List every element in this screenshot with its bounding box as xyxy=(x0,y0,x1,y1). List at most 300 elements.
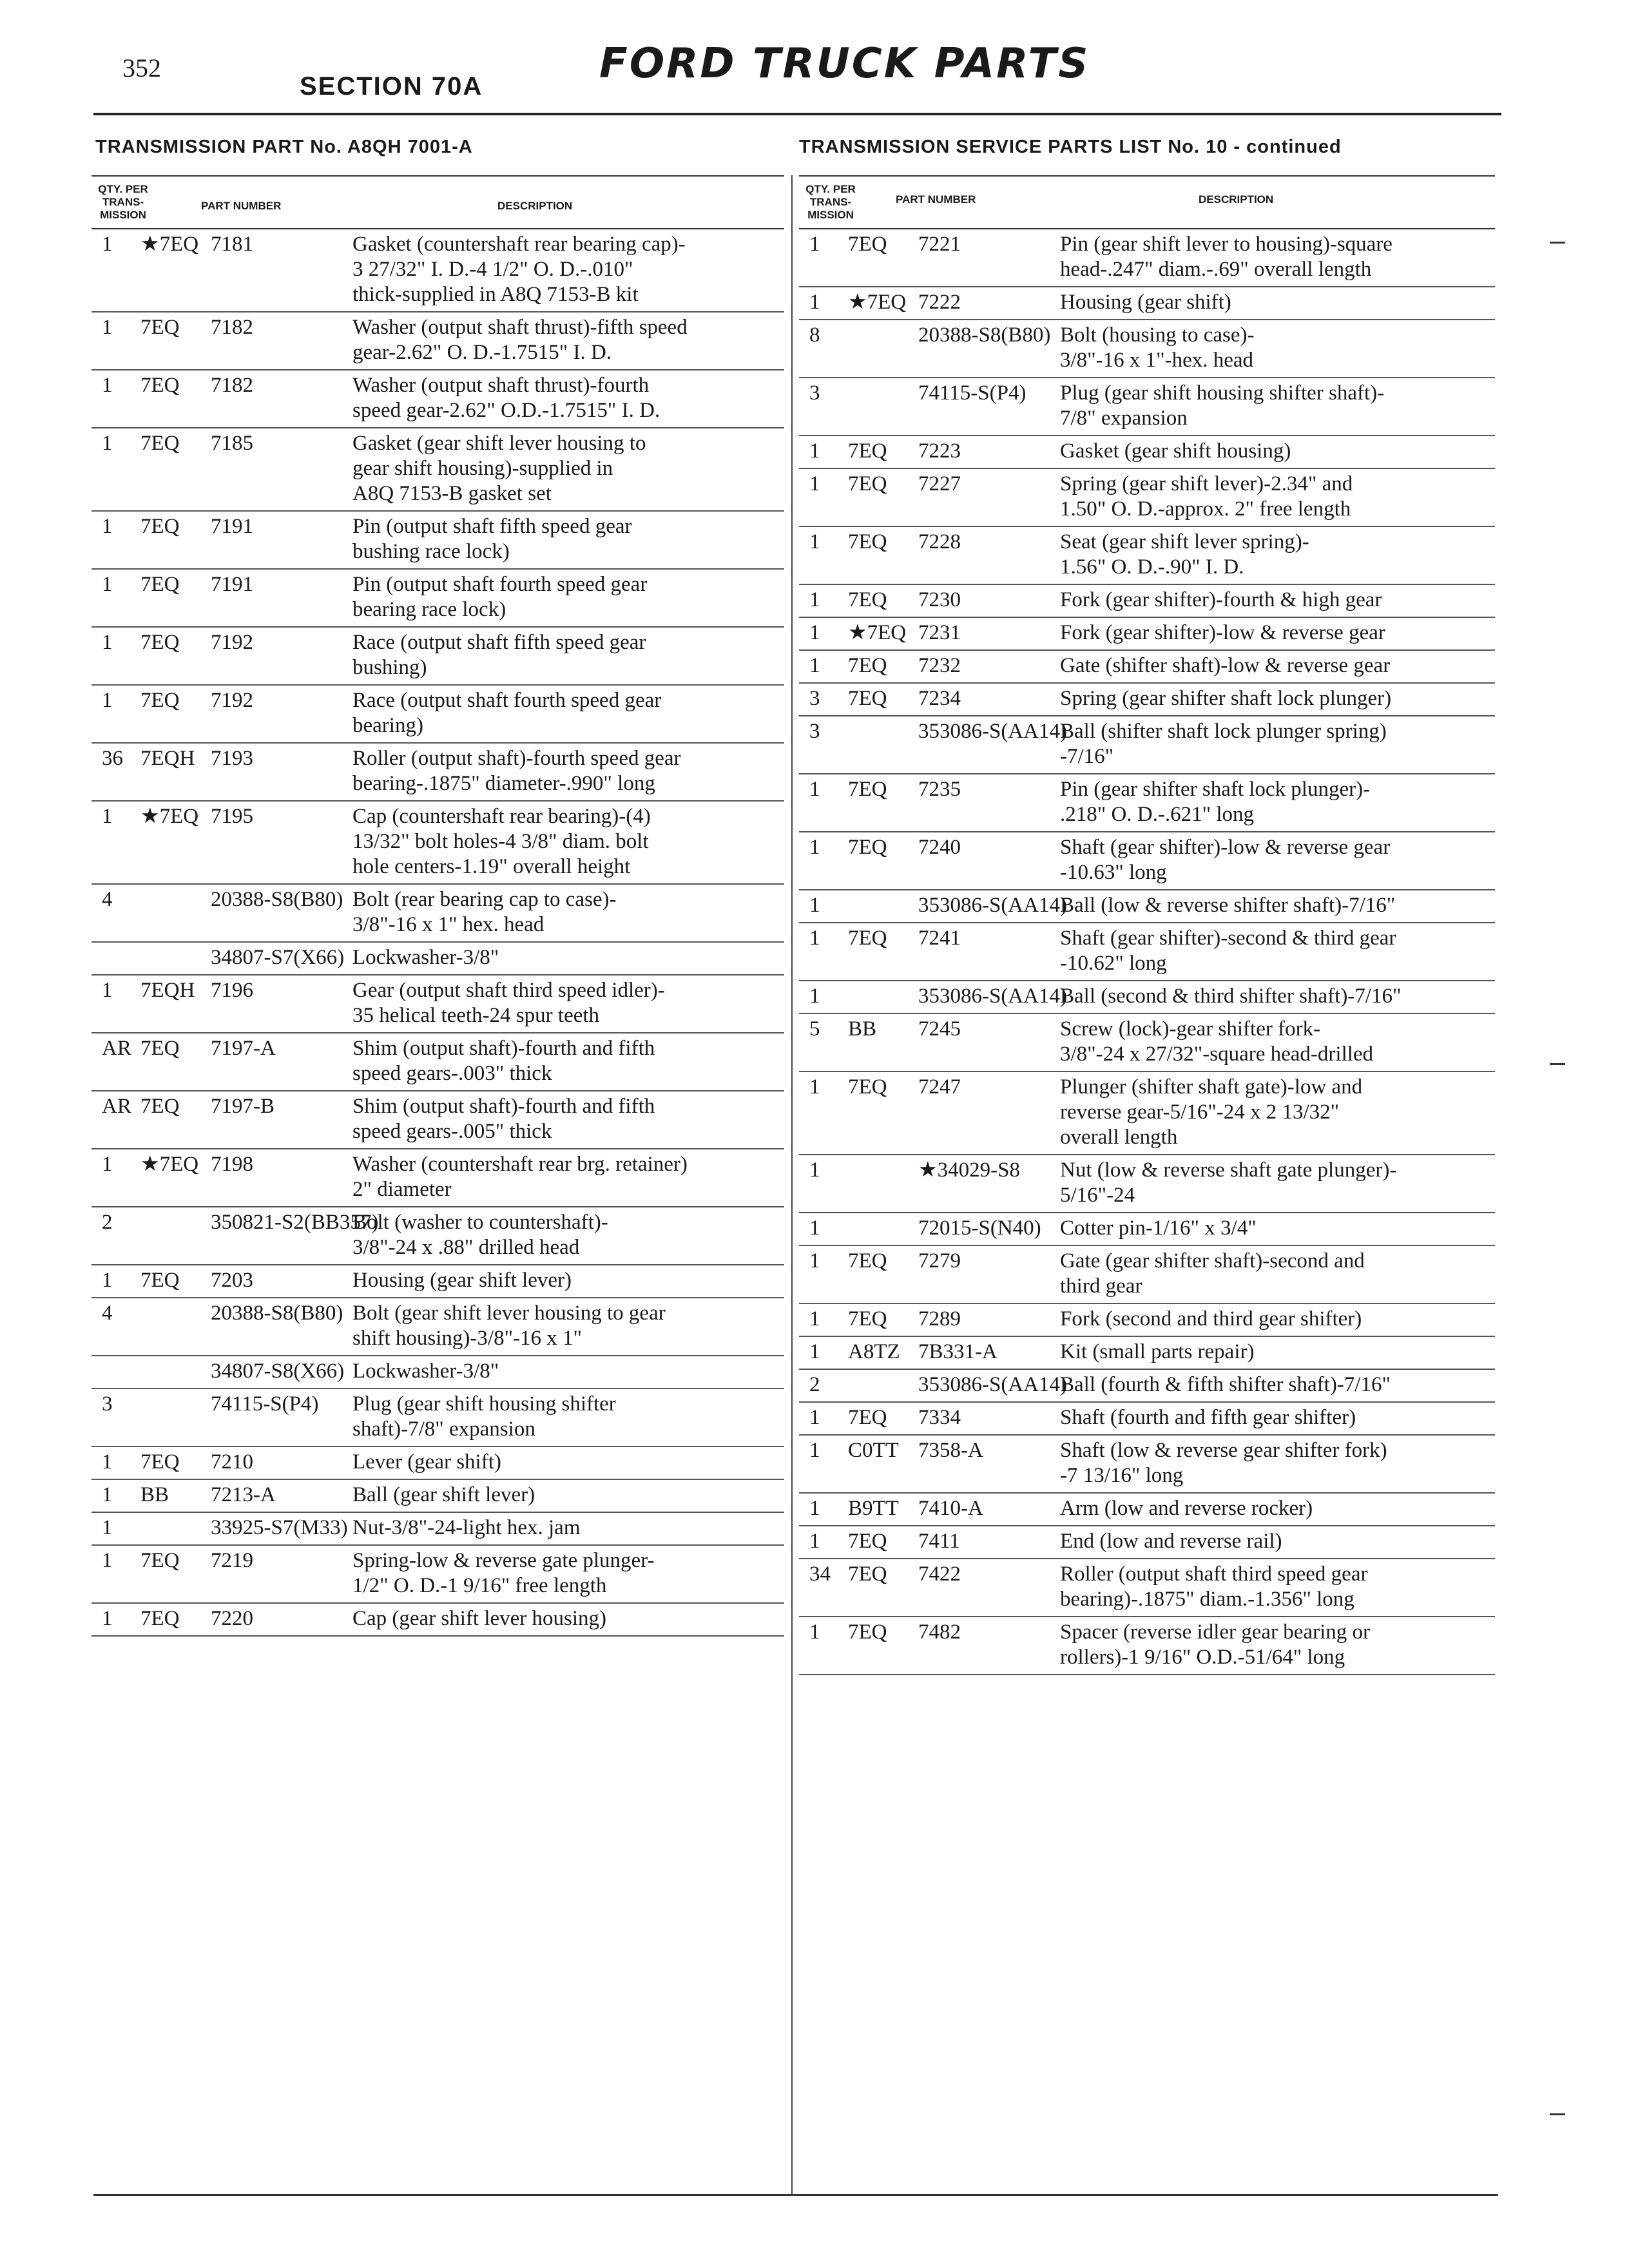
table-row xyxy=(799,585,1495,618)
description-cell: Shim (output shaft)-fourth and fifth speed gears-.005" thick xyxy=(352,1095,655,1143)
description-cell: Spring (gear shift lever)-2.34" and 1.50" O. D.-approx. 2" free length xyxy=(1060,472,1353,521)
part-base-cell: 7203 xyxy=(211,1269,253,1292)
part-base-cell: 33925-S7(M33) xyxy=(211,1516,348,1539)
part-base-cell: 7289 xyxy=(918,1307,961,1331)
table-row xyxy=(92,570,784,628)
description-cell: Washer (countershaft rear brg. retainer) 2" diameter xyxy=(352,1153,688,1201)
part-base-cell: 74115-S(P4) xyxy=(918,381,1027,405)
table-row xyxy=(92,628,784,686)
description-cell: Pin (output shaft fourth speed gear bearing race lock) xyxy=(352,573,648,621)
qty-cell: AR xyxy=(102,1037,131,1060)
table-row xyxy=(92,428,784,512)
table-row xyxy=(799,1494,1495,1526)
part-base-cell: 7185 xyxy=(211,432,253,455)
description-cell: Gasket (gear shift lever housing to gear shift housing)-supplied in A8Q 7153-B gasket set xyxy=(352,432,646,505)
part-prefix-cell xyxy=(848,893,909,918)
part-base-cell: 7279 xyxy=(918,1249,961,1273)
description-cell: Kit (small parts repair) xyxy=(1060,1340,1255,1363)
part-prefix-cell: 7EQ xyxy=(848,1562,887,1586)
qty-cell: 3 xyxy=(809,720,820,743)
part-base-cell: 7198 xyxy=(211,1153,253,1176)
part-base-cell: 74115-S(P4) xyxy=(211,1392,319,1416)
qty-cell: 4 xyxy=(102,1302,113,1325)
part-base-cell: 7223 xyxy=(918,439,961,463)
part-prefix-cell: 7EQ xyxy=(848,439,887,463)
table-row xyxy=(92,1604,784,1637)
part-base-cell: 7222 xyxy=(918,291,961,314)
part-number-header: PART NUMBER xyxy=(896,193,976,206)
qty-cell: 1 xyxy=(809,1406,820,1429)
qty-cell: 3 xyxy=(102,1392,113,1416)
part-prefix-cell xyxy=(848,1158,909,1208)
qty-cell: 1 xyxy=(809,1497,820,1520)
part-base-cell: 7230 xyxy=(918,588,961,611)
description-header: DESCRIPTION xyxy=(497,200,573,212)
part-base-cell: 7221 xyxy=(918,233,961,256)
description-cell: Roller (output shaft)-fourth speed gear bearing-.1875" diameter-.990" long xyxy=(352,747,681,795)
description-cell: Lever (gear shift) xyxy=(352,1450,501,1474)
qty-cell: 1 xyxy=(809,985,820,1008)
qty-cell: 1 xyxy=(102,1607,113,1630)
part-prefix-cell: 7EQ xyxy=(848,1307,887,1331)
part-prefix-cell: A8TZ xyxy=(848,1340,900,1363)
qty-cell: 1 xyxy=(102,432,113,455)
table-row xyxy=(799,684,1495,716)
part-base-cell: 7247 xyxy=(918,1075,961,1099)
table-row xyxy=(799,981,1495,1014)
qty-cell: 1 xyxy=(809,1249,820,1273)
table-row xyxy=(799,229,1495,287)
part-base-cell: 7197-B xyxy=(211,1095,275,1118)
part-prefix-cell: 7EQ xyxy=(140,432,180,455)
section-title: SECTION 70A xyxy=(300,72,483,101)
qty-cell: AR xyxy=(102,1095,131,1118)
part-prefix-cell: ★7EQ xyxy=(140,805,199,828)
description-header: DESCRIPTION xyxy=(1199,193,1274,206)
table-row xyxy=(799,1014,1495,1072)
part-prefix-cell: BB xyxy=(140,1483,169,1506)
part-base-cell: 7191 xyxy=(211,573,253,596)
table-row xyxy=(799,527,1495,585)
description-cell: Shaft (low & reverse gear shifter fork) -7 13/16" long xyxy=(1060,1439,1387,1487)
qty-cell: 1 xyxy=(809,1530,820,1553)
part-prefix-cell: 7EQ xyxy=(848,1075,887,1099)
part-number-header: PART NUMBER xyxy=(201,200,282,212)
part-base-cell: 7410-A xyxy=(918,1497,983,1520)
part-base-cell: 7240 xyxy=(918,836,961,859)
qty-cell: 1 xyxy=(102,515,113,538)
part-prefix-cell: 7EQ xyxy=(140,1607,180,1630)
description-cell: Bolt (gear shift lever housing to gear shift housing)-3/8"-16 x 1" xyxy=(352,1302,666,1350)
table-row xyxy=(92,943,784,975)
table-header xyxy=(799,175,1495,229)
qty-cell: 1 xyxy=(809,654,820,677)
table-row xyxy=(799,1370,1495,1403)
part-base-cell: 7181 xyxy=(211,233,253,256)
qty-cell: 1 xyxy=(809,1439,820,1462)
description-cell: Plug (gear shift housing shifter shaft)- 7/8" expansion xyxy=(1060,381,1385,430)
part-prefix-cell xyxy=(140,1515,202,1541)
header-rule xyxy=(93,113,1501,115)
description-cell: Lockwasher-3/8" xyxy=(352,1360,499,1383)
qty-cell: 34 xyxy=(809,1562,831,1586)
table-row xyxy=(92,802,784,885)
table-row xyxy=(92,1513,784,1546)
table-row xyxy=(92,1389,784,1447)
table-row xyxy=(799,716,1495,774)
description-cell: Ball (gear shift lever) xyxy=(352,1483,535,1506)
page-number: 352 xyxy=(122,53,161,82)
part-prefix-cell: 7EQH xyxy=(140,747,195,770)
part-base-cell: 7231 xyxy=(918,621,961,644)
description-cell: Cap (gear shift lever housing) xyxy=(352,1607,607,1630)
description-cell: Spacer (reverse idler gear bearing or rollers)-1 9/16" O.D.-51/64" long xyxy=(1060,1620,1370,1669)
part-base-cell: 353086-S(AA14) xyxy=(918,985,1067,1008)
part-prefix-cell xyxy=(848,323,909,373)
description-cell: Pin (output shaft fifth speed gear bushing race lock) xyxy=(352,515,632,563)
description-cell: Seat (gear shift lever spring)- 1.56" O. D.-.90" I. D. xyxy=(1060,530,1309,579)
qty-cell: 1 xyxy=(809,530,820,553)
qty-cell: 1 xyxy=(102,316,113,339)
qty-cell: 1 xyxy=(809,439,820,463)
margin-mark xyxy=(1550,2113,1565,2115)
qty-cell: 1 xyxy=(102,1516,113,1539)
table-row xyxy=(92,312,784,370)
part-prefix-cell: 7EQ xyxy=(848,687,887,710)
part-base-cell: 7334 xyxy=(918,1406,961,1429)
part-base-cell: 7241 xyxy=(918,927,961,950)
qty-cell: 5 xyxy=(809,1017,820,1041)
description-cell: Nut-3/8"-24-light hex. jam xyxy=(352,1516,581,1539)
qty-cell: 1 xyxy=(809,894,820,917)
table-row xyxy=(799,1526,1495,1559)
qty-cell: 3 xyxy=(809,687,820,710)
part-prefix-cell: ★7EQ xyxy=(848,621,907,644)
qty-cell: 1 xyxy=(809,1075,820,1099)
part-base-cell: 7358-A xyxy=(918,1439,983,1462)
description-cell: Spring-low & reverse gate plunger- 1/2" O. D.-1 9/16" free length xyxy=(352,1549,655,1597)
table-row xyxy=(92,1265,784,1298)
description-cell: Fork (gear shifter)-low & reverse gear xyxy=(1060,621,1385,644)
table-row xyxy=(799,1246,1495,1304)
right-parts-table xyxy=(799,175,1495,1675)
part-prefix-cell xyxy=(140,1392,202,1442)
qty-cell: 1 xyxy=(809,1307,820,1331)
table-row xyxy=(92,1091,784,1149)
part-base-cell: 7213-A xyxy=(211,1483,276,1506)
table-row xyxy=(799,436,1495,469)
part-base-cell: 353086-S(AA14) xyxy=(918,720,1067,743)
table-row xyxy=(799,1436,1495,1494)
description-cell: Gate (gear shifter shaft)-second and third gear xyxy=(1060,1249,1365,1298)
table-row xyxy=(92,512,784,570)
qty-cell: 1 xyxy=(809,1340,820,1363)
description-cell: Washer (output shaft thrust)-fourth speed gear-2.62" O.D.-1.7515" I. D. xyxy=(352,374,660,422)
table-row xyxy=(799,1403,1495,1436)
qty-cell: 1 xyxy=(809,1620,820,1644)
qty-cell: 1 xyxy=(102,689,113,712)
part-base-cell: 7220 xyxy=(211,1607,253,1630)
part-prefix-cell: 7EQ xyxy=(848,778,887,801)
qty-cell: 1 xyxy=(102,374,113,397)
part-prefix-cell: 7EQ xyxy=(848,654,887,677)
footer-rule xyxy=(93,2194,1498,2196)
part-base-cell: 34807-S7(X66) xyxy=(211,946,345,969)
description-cell: Arm (low and reverse rocker) xyxy=(1060,1497,1313,1520)
table-row xyxy=(799,1337,1495,1370)
description-cell: Roller (output shaft third speed gear bearing)-.1875" diam.-1.356" long xyxy=(1060,1562,1368,1611)
part-prefix-cell: 7EQ xyxy=(140,515,180,538)
description-cell: Washer (output shaft thrust)-fifth speed gear-2.62" O. D.-1.7515" I. D. xyxy=(352,316,688,364)
qty-cell: 8 xyxy=(809,323,820,347)
description-cell: Gear (output shaft third speed idler)- 35 helical teeth-24 spur teeth xyxy=(352,979,665,1027)
description-cell: Ball (fourth & fifth shifter shaft)-7/16" xyxy=(1060,1373,1391,1396)
part-prefix-cell: 7EQH xyxy=(140,979,195,1002)
part-base-cell: 7182 xyxy=(211,374,253,397)
left-parts-table xyxy=(92,175,784,1637)
part-base-cell: 7219 xyxy=(211,1549,253,1572)
part-prefix-cell: 7EQ xyxy=(848,1530,887,1553)
description-cell: Housing (gear shift lever) xyxy=(352,1269,572,1292)
description-cell: Gasket (gear shift housing) xyxy=(1060,439,1291,463)
table-row xyxy=(799,1559,1495,1617)
part-base-cell: 7192 xyxy=(211,689,253,712)
part-prefix-cell: 7EQ xyxy=(848,588,887,611)
part-base-cell: 7192 xyxy=(211,631,253,654)
description-cell: Race (output shaft fifth speed gear bushing) xyxy=(352,631,646,679)
part-base-cell: 20388-S8(B80) xyxy=(918,323,1051,347)
part-prefix-cell: C0TT xyxy=(848,1439,899,1462)
part-base-cell: 7234 xyxy=(918,687,961,710)
part-base-cell: 7210 xyxy=(211,1450,253,1474)
qty-cell: 1 xyxy=(102,573,113,596)
part-base-cell: 7182 xyxy=(211,316,253,339)
part-base-cell: 7422 xyxy=(918,1562,961,1586)
table-row xyxy=(92,1033,784,1091)
table-row xyxy=(799,320,1495,378)
qty-cell: 1 xyxy=(102,233,113,256)
description-cell: Spring (gear shifter shaft lock plunger) xyxy=(1060,687,1392,710)
table-row xyxy=(799,287,1495,320)
part-prefix-cell: ★7EQ xyxy=(140,233,199,256)
qty-cell: 4 xyxy=(102,888,113,911)
description-cell: Screw (lock)-gear shifter fork- 3/8"-24 x 27/32"-square head-drilled xyxy=(1060,1017,1374,1066)
part-prefix-cell: 7EQ xyxy=(848,1406,887,1429)
table-row xyxy=(92,370,784,428)
qty-cell: 2 xyxy=(809,1373,820,1396)
description-cell: Gasket (countershaft rear bearing cap)- 3 27/32" I. D.-4 1/2" O. D.-.010" thick-supplied in A8Q 7153-B kit xyxy=(352,233,686,306)
qty-cell: 2 xyxy=(102,1211,113,1234)
description-cell: Shim (output shaft)-fourth and fifth speed gears-.003" thick xyxy=(352,1037,655,1085)
description-cell: Fork (gear shifter)-fourth & high gear xyxy=(1060,588,1382,611)
description-cell: Ball (shifter shaft lock plunger spring) -7/16" xyxy=(1060,720,1387,768)
description-cell: Plug (gear shift housing shifter shaft)-7/8" expansion xyxy=(352,1392,616,1441)
table-row xyxy=(799,1617,1495,1675)
part-base-cell: 350821-S2(BB357) xyxy=(211,1211,379,1234)
qty-cell: 1 xyxy=(102,631,113,654)
part-prefix-cell xyxy=(140,945,202,970)
part-base-cell: 7482 xyxy=(918,1620,961,1644)
description-cell: Bolt (housing to case)- 3/8"-16 x 1"-hex. head xyxy=(1060,323,1255,372)
part-prefix-cell xyxy=(140,1210,202,1260)
margin-mark xyxy=(1550,1063,1565,1065)
part-prefix-cell: ★7EQ xyxy=(140,1153,199,1176)
left-column-title: TRANSMISSION PART No. A8QH 7001-A xyxy=(95,137,473,157)
part-base-cell: 20388-S8(B80) xyxy=(211,888,343,911)
qty-cell: 1 xyxy=(809,778,820,801)
part-prefix-cell: 7EQ xyxy=(140,689,180,712)
part-base-cell: 34807-S8(X66) xyxy=(211,1360,345,1383)
part-base-cell: 353086-S(AA14) xyxy=(918,894,1067,917)
part-base-cell: 7411 xyxy=(918,1530,960,1553)
qty-cell: 1 xyxy=(809,927,820,950)
part-prefix-cell xyxy=(140,887,202,937)
qty-cell: 36 xyxy=(102,747,123,770)
part-base-cell: 7232 xyxy=(918,654,961,677)
part-base-cell: 7245 xyxy=(918,1017,961,1041)
part-prefix-cell xyxy=(848,381,909,431)
table-row xyxy=(92,1149,784,1207)
part-base-cell: 7195 xyxy=(211,805,253,828)
part-base-cell: 7235 xyxy=(918,778,961,801)
qty-cell: 1 xyxy=(809,233,820,256)
description-cell: Shaft (fourth and fifth gear shifter) xyxy=(1060,1406,1356,1429)
left-rows xyxy=(92,229,784,1637)
part-base-cell: 20388-S8(B80) xyxy=(211,1302,343,1325)
description-cell: Shaft (gear shifter)-low & reverse gear -10.63" long xyxy=(1060,836,1391,884)
part-base-cell: 7228 xyxy=(918,530,961,553)
part-prefix-cell: 7EQ xyxy=(140,631,180,654)
table-row xyxy=(799,832,1495,890)
qty-cell: 1 xyxy=(102,979,113,1002)
part-base-cell: 7B331-A xyxy=(918,1340,998,1363)
column-divider xyxy=(791,175,793,2195)
part-prefix-cell: 7EQ xyxy=(140,573,180,596)
right-column-title: TRANSMISSION SERVICE PARTS LIST No. 10 - continued xyxy=(799,137,1342,157)
table-row xyxy=(799,1213,1495,1246)
part-prefix-cell xyxy=(848,984,909,1009)
part-prefix-cell: B9TT xyxy=(848,1497,899,1520)
description-cell: Pin (gear shift lever to housing)-square head-.247" diam.-.69" overall length xyxy=(1060,233,1393,281)
description-cell: Plunger (shifter shaft gate)-low and reverse gear-5/16"-24 x 2 13/32" overall length xyxy=(1060,1075,1363,1149)
part-base-cell: 7196 xyxy=(211,979,253,1002)
description-cell: Ball (second & third shifter shaft)-7/16" xyxy=(1060,985,1402,1008)
part-prefix-cell: BB xyxy=(848,1017,877,1041)
description-cell: Cotter pin-1/16" x 3/4" xyxy=(1060,1216,1257,1240)
description-cell: Bolt (rear bearing cap to case)- 3/8"-16 x 1" hex. head xyxy=(352,888,617,936)
part-base-cell: 7197-A xyxy=(211,1037,276,1060)
part-base-cell: 353086-S(AA14) xyxy=(918,1373,1067,1396)
qty-cell: 1 xyxy=(809,472,820,495)
table-row xyxy=(92,1447,784,1480)
qty-cell: 1 xyxy=(809,291,820,314)
table-header xyxy=(92,175,784,229)
part-prefix-cell: 7EQ xyxy=(848,1249,887,1273)
qty-cell xyxy=(92,1359,140,1384)
part-base-cell: 7227 xyxy=(918,472,961,495)
qty-cell: 3 xyxy=(809,381,820,405)
part-prefix-cell: 7EQ xyxy=(848,927,887,950)
qty-cell: 1 xyxy=(809,588,820,611)
description-cell: Race (output shaft fourth speed gear bearing) xyxy=(352,689,662,737)
description-cell: Lockwasher-3/8" xyxy=(352,946,499,969)
table-row xyxy=(799,618,1495,651)
qty-cell: 1 xyxy=(102,1549,113,1572)
table-row xyxy=(92,1298,784,1356)
part-prefix-cell xyxy=(848,719,909,769)
table-row xyxy=(92,744,784,802)
part-prefix-cell: 7EQ xyxy=(848,233,887,256)
qty-cell: 1 xyxy=(102,1450,113,1474)
qty-cell: 1 xyxy=(102,805,113,828)
part-prefix-cell: 7EQ xyxy=(848,472,887,495)
table-row xyxy=(799,1072,1495,1155)
table-row xyxy=(799,469,1495,527)
table-row xyxy=(92,1207,784,1265)
part-prefix-cell: 7EQ xyxy=(140,1549,180,1572)
table-row xyxy=(799,890,1495,923)
part-prefix-cell: 7EQ xyxy=(848,836,887,859)
part-base-cell: 72015-S(N40) xyxy=(918,1216,1041,1240)
table-row xyxy=(799,378,1495,436)
description-cell: Gate (shifter shaft)-low & reverse gear xyxy=(1060,654,1391,677)
table-row xyxy=(92,1546,784,1604)
right-rows xyxy=(799,229,1495,1675)
qty-header: QTY. PER TRANS- MISSION xyxy=(805,183,856,221)
part-prefix-cell xyxy=(848,1372,909,1398)
description-cell: End (low and reverse rail) xyxy=(1060,1530,1282,1553)
qty-cell xyxy=(92,945,140,970)
part-base-cell: 7193 xyxy=(211,747,253,770)
part-prefix-cell: 7EQ xyxy=(140,316,180,339)
part-prefix-cell xyxy=(140,1359,202,1384)
part-prefix-cell: 7EQ xyxy=(140,374,180,397)
description-cell: Housing (gear shift) xyxy=(1060,291,1231,314)
description-cell: Nut (low & reverse shaft gate plunger)- 5/16"-24 xyxy=(1060,1158,1397,1207)
part-base-cell: 7191 xyxy=(211,515,253,538)
part-prefix-cell: ★7EQ xyxy=(848,291,907,314)
table-row xyxy=(92,1480,784,1513)
part-prefix-cell: 7EQ xyxy=(848,530,887,553)
qty-cell: 1 xyxy=(809,836,820,859)
table-row xyxy=(92,1356,784,1389)
part-prefix-cell: 7EQ xyxy=(140,1037,180,1060)
qty-cell: 1 xyxy=(809,1158,820,1182)
part-prefix-cell: 7EQ xyxy=(848,1620,887,1644)
part-base-cell: ★34029-S8 xyxy=(918,1158,1020,1182)
part-prefix-cell: 7EQ xyxy=(140,1095,180,1118)
description-cell: Ball (low & reverse shifter shaft)-7/16" xyxy=(1060,894,1396,917)
qty-cell: 1 xyxy=(102,1483,113,1506)
description-cell: Shaft (gear shifter)-second & third gear -10.62" long xyxy=(1060,927,1396,975)
table-row xyxy=(799,651,1495,684)
qty-cell: 1 xyxy=(809,621,820,644)
page-title: FORD TRUCK PARTS xyxy=(599,40,1090,88)
table-row xyxy=(799,923,1495,981)
table-row xyxy=(799,1155,1495,1213)
table-row xyxy=(799,774,1495,832)
description-cell: Fork (second and third gear shifter) xyxy=(1060,1307,1362,1331)
qty-cell: 1 xyxy=(809,1216,820,1240)
qty-header: QTY. PER TRANS- MISSION xyxy=(98,183,148,221)
qty-cell: 1 xyxy=(102,1269,113,1292)
part-prefix-cell: 7EQ xyxy=(140,1269,180,1292)
table-row xyxy=(92,975,784,1033)
description-cell: Bolt (washer to countershaft)- 3/8"-24 x .88" drilled head xyxy=(352,1211,608,1259)
table-row xyxy=(92,229,784,312)
part-prefix-cell xyxy=(848,1216,909,1241)
margin-mark xyxy=(1550,242,1565,244)
